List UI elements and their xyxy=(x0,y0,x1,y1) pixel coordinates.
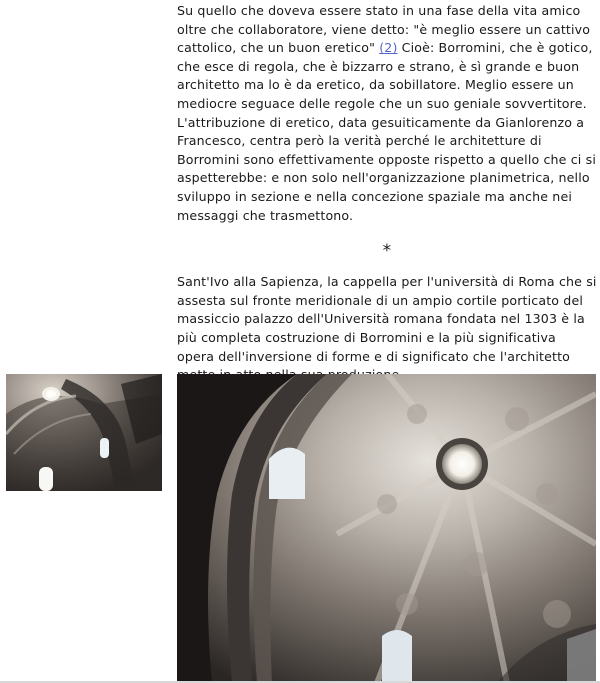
paragraph-borromini-heretic xyxy=(177,2,597,225)
footnote-link[interactable]: (2) xyxy=(379,40,398,56)
dome-interior-photo[interactable] xyxy=(177,374,596,683)
dome-thumbnail-image[interactable] xyxy=(6,374,162,491)
paragraph-text-end: Cioè: Borromini, che è gotico, che esce di regola, che è bizzarro e strano, è sì grande e buon architetto ma lo è da eretico, da sobillatore. Meglio essere un mediocre seguace delle regole che un suo geniale sovvertitore. L'attribuzione di eretico, data gesuiticamente da Gianlorenzo a Francesco, centra però la verità perché le architetture di Borromini sono effettivamente opposte rispetto a quello che ci si aspetterebbe: e non solo nell'organizzazione planimetrica, nello sviluppo in sezione e nella concezione spaziale ma anche nei messaggi che trasmettono. xyxy=(177,40,596,223)
section-separator: * xyxy=(382,241,392,262)
paragraph-text-start: Su quello che doveva essere stato in una fase della vita amico oltre che collaboratore, viene detto: "è meglio essere un cattivo cattolico, che un buon eretico" xyxy=(177,3,591,56)
paragraph-sant-ivo: Sant'Ivo alla Sapienza, la cappella per l'università di Roma che si assesta sul fronte meridionale di un ampio cortile porticato del massiccio palazzo dell'Università romana fondata nel 1303 è la più completa costruzione di Borromini e la più significativa opera dell'inversione di forme e di significato che l'architetto xyxy=(177,274,597,364)
article-text xyxy=(177,2,597,385)
